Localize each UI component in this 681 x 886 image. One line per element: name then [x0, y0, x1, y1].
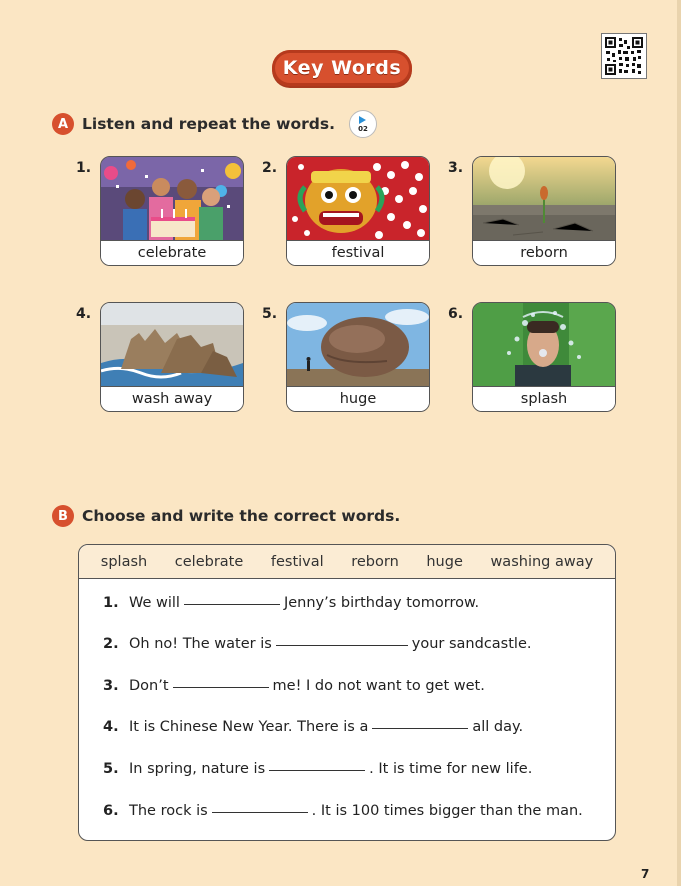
word-card-reborn — [472, 156, 616, 266]
question-text-after: your sandcastle. — [411, 636, 532, 652]
question-text-before: We will — [129, 595, 180, 611]
question-number: 6. — [103, 803, 119, 819]
word-card-celebrate — [100, 156, 244, 266]
word-bank-item: festival — [270, 553, 324, 570]
question-text-before: It is Chinese New Year. There is a — [129, 719, 369, 735]
question-2 — [103, 636, 531, 652]
question-text-before: The rock is — [129, 803, 208, 819]
section-b-badge: B — [52, 505, 74, 527]
word-bank-item: celebrate — [174, 553, 244, 570]
page-title: Key Words — [282, 57, 402, 79]
sandcastle-photo — [101, 303, 243, 387]
card-number: 4. — [76, 306, 92, 322]
word-bank-item: huge — [426, 553, 463, 570]
audio-play-button[interactable] — [349, 110, 377, 138]
question-number: 4. — [103, 719, 119, 735]
word-bank — [79, 545, 615, 579]
word-bank-item: washing away — [490, 553, 594, 570]
card-label: wash away — [101, 386, 243, 411]
question-number: 3. — [103, 678, 119, 694]
giant-rock-photo — [287, 303, 429, 387]
section-b-instruction: Choose and write the correct words. — [82, 507, 401, 525]
party-photo — [101, 157, 243, 241]
answer-blank[interactable] — [173, 686, 269, 688]
word-card-festival — [286, 156, 430, 266]
card-number: 5. — [262, 306, 278, 322]
qr-code-icon[interactable] — [601, 33, 647, 79]
play-icon — [359, 116, 366, 124]
title-banner — [272, 50, 412, 86]
word-card-splash — [472, 302, 616, 412]
word-card-huge — [286, 302, 430, 412]
sprout-photo — [473, 157, 615, 241]
lion-dance-photo — [287, 157, 429, 241]
answer-blank[interactable] — [269, 769, 365, 771]
card-number: 6. — [448, 306, 464, 322]
word-bank-item: reborn — [351, 553, 399, 570]
card-number: 2. — [262, 160, 278, 176]
page-number: 7 — [641, 867, 650, 881]
question-text-after: all day. — [472, 719, 524, 735]
section-a-heading — [52, 110, 377, 138]
card-label: splash — [473, 386, 615, 411]
section-a-badge: A — [52, 113, 74, 135]
page-edge — [677, 0, 681, 886]
card-label: celebrate — [101, 240, 243, 265]
answer-blank[interactable] — [212, 811, 308, 813]
exercise-box — [78, 544, 616, 841]
card-label: reborn — [473, 240, 615, 265]
card-label: huge — [287, 386, 429, 411]
question-number: 1. — [103, 595, 119, 611]
question-1 — [103, 595, 479, 611]
question-text-before: In spring, nature is — [129, 761, 266, 777]
question-3 — [103, 678, 485, 694]
card-number: 1. — [76, 160, 92, 176]
question-text-before: Oh no! The water is — [129, 636, 272, 652]
question-number: 5. — [103, 761, 119, 777]
question-text-after: . It is time for new life. — [369, 761, 533, 777]
section-b-heading — [52, 505, 400, 527]
question-text-before: Don’t — [129, 678, 169, 694]
question-number: 2. — [103, 636, 119, 652]
question-text-after: me! I do not want to get wet. — [272, 678, 485, 694]
word-bank-item: splash — [100, 553, 148, 570]
splash-photo — [473, 303, 615, 387]
answer-blank[interactable] — [276, 644, 408, 646]
question-text-after: . It is 100 times bigger than the man. — [311, 803, 583, 819]
answer-blank[interactable] — [372, 727, 468, 729]
audio-track-number: 02 — [358, 124, 368, 133]
question-5 — [103, 761, 532, 777]
question-text-after: Jenny’s birthday tomorrow. — [283, 595, 480, 611]
word-card-wash-away — [100, 302, 244, 412]
card-number: 3. — [448, 160, 464, 176]
card-label: festival — [287, 240, 429, 265]
section-a-instruction: Listen and repeat the words. — [82, 115, 335, 133]
question-4 — [103, 719, 523, 735]
answer-blank[interactable] — [184, 603, 280, 605]
question-6 — [103, 803, 583, 819]
